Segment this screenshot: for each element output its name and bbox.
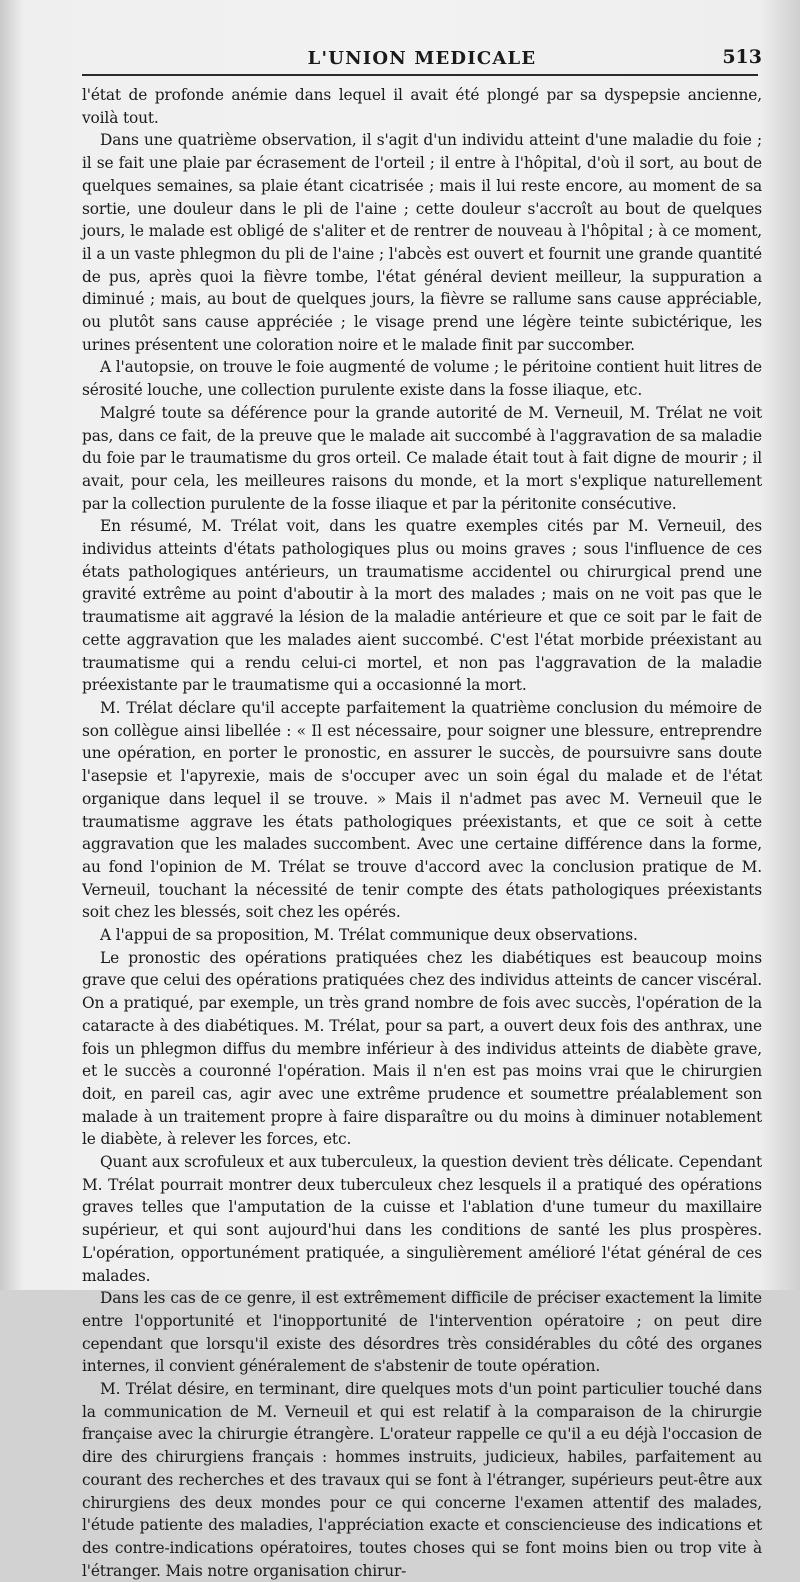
paragraph: Quant aux scrofuleux et aux tuberculeux, la question devient très délicate. Cependant M. Trélat pourrait montrer deux tuberculeux chez lesquels il a pratiqué des opérations graves telles que l'amputation de la cuisse et l'ablation d'une tumeur du maxillaire supérieur, et qui sont aujourd'hui dans les conditions de santé les plus prospères. L'opération, opportunément pratiquée, a singulièrement amélioré l'état général de ces malades.	[82, 1153, 762, 1285]
journal-title: L'UNION MEDICALE	[307, 48, 537, 69]
paragraph: M. Trélat désire, en terminant, dire quelques mots d'un point particulier touché dans la communication de M. Verneuil et qui est relatif à la comparaison de la chirurgie française avec la chirurgie étrangère. L'orateur rappelle ce qu'il a eu déjà l'occasion de dire des chirurgiens français : hommes instruits, judicieux, habiles, parfaitement au courant des recherches et des travaux qui se font à l'étranger, supérieurs peut-être aux chirurgiens des deux mondes pour ce qui concerne l'examen attentif des malades, l'étude patiente des maladies, l'appréciation exacte et consciencieuse des indications et des contre-indications opératoires, toutes choses qui se font moins bien ou trop vite à l'étranger. Mais notre organisation chirur-	[82, 1380, 762, 1580]
paragraph: Dans une quatrième observation, il s'agit d'un individu atteint d'une maladie du foie ; il se fait une plaie par écrasement de l'orteil ; il entre à l'hôpital, d'où il sort, au bout de quelques semaines, sa plaie étant cicatrisée ; mais il lui reste encore, au moment de sa sortie, une douleur dans le pli de l'aine ; cette douleur s'accroît au bout de quelques jours, le malade est obligé de s'aliter et de rentrer de nouveau à l'hôpital ; à ce moment, il a un vaste phlegmon du pli de l'aine ; l'abcès est ouvert et fournit une grande quantité de pus, après quoi la fièvre tombe, l'état général devient meilleur, la suppuration a diminué ; mais, au bout de quelques jours, la fièvre se rallume sans cause appréciable, ou plutôt sans cause appréciée ; le visage prend une légère teinte subictérique, les urines présentent une coloration noire et le malade finit par succomber.	[82, 131, 762, 354]
paragraph: A l'appui de sa proposition, M. Trélat communique deux observations.	[100, 926, 638, 945]
running-head	[82, 40, 762, 74]
paragraph: Dans les cas de ce genre, il est extrêmement difficile de préciser exactement la limite entre l'opportunité et l'inopportunité de l'intervention opératoire ; on peut dire cependant que lorsqu'il existe des désordres très considérables du côté des organes internes, il convient généralement de s'abstenir de toute opération.	[82, 1289, 762, 1376]
paragraph: Le pronostic des opérations pratiquées chez les diabétiques est beaucoup moins grave que celui des opérations pratiquées chez des individus atteints de cancer viscéral. On a pratiqué, par exemple, un très grand nombre de fois avec succès, l'opération de la cataracte à des diabétiques. M. Trélat, pour sa part, a ouvert deux fois des anthrax, une fois un phlegmon diffus du membre inférieur à des individus atteints de diabète grave, et le succès a couronné l'opération. Mais il n'en est pas moins vrai que le chirurgien doit, en pareil cas, agir avec une extrême prudence et soumettre préalablement son malade à un traitement propre à faire disparaître ou du moins à diminuer notablement le diabète, à relever les forces, etc.	[82, 948, 762, 1149]
body-text	[82, 84, 762, 1582]
header-rule	[82, 74, 758, 76]
paragraph: l'état de profonde anémie dans lequel il avait été plongé par sa dyspepsie ancienne, voilà tout.	[82, 86, 762, 127]
paragraph: Malgré toute sa déférence pour la grande autorité de M. Verneuil, M. Trélat ne voit pas, dans ce fait, de la preuve que le malade ait succombé à l'aggravation de sa maladie du foie par le traumatisme du gros orteil. Ce malade était tout à fait digne de mourir ; il avait, pour cela, les meilleures raisons du monde, et la mort s'explique naturellement par la collection purulente de la fosse iliaque et par la péritonite consécutive.	[82, 403, 762, 513]
page-number: 513	[722, 46, 762, 68]
paragraph: M. Trélat déclare qu'il accepte parfaitement la quatrième conclusion du mémoire de son collègue ainsi libellée : « Il est nécessaire, pour soigner une blessure, entreprendre une opération, en porter le pronostic, en assurer le succès, de poursuivre sans doute l'asepsie et l'apyrexie, mais de s'occuper avec un soin égal du malade et de l'état organique dans lequel il se trouve. » Mais il n'admet pas avec M. Verneuil que le traumatisme aggrave les états pathologiques préexistants, et que ce soit à cette aggravation que les malades succombent. Avec une certaine différence dans la forme, au fond l'opinion de M. Trélat se trouve d'accord avec la conclusion pratique de M. Verneuil, touchant la nécessité de tenir compte des états pathologiques préexistants soit chez les blessés, soit chez les opérés.	[82, 698, 762, 922]
paragraph: A l'autopsie, on trouve le foie augmenté de volume ; le péritoine contient huit litres de sérosité louche, une collection purulente existe dans la fosse iliaque, etc.	[82, 358, 762, 400]
paragraph: En résumé, M. Trélat voit, dans les quatre exemples cités par M. Verneuil, des individus atteints d'états pathologiques plus ou moins graves ; sous l'influence de ces états pathologiques antérieurs, un traumatisme accidentel ou chirurgical prend une gravité extrême au point d'aboutir à la mort des malades ; mais on ne voit pas que le traumatisme ait aggravé la lésion de la maladie antérieure et que ce soit par le fait de cette aggravation que les malades aient succombé. C'est l'état morbide préexistant au traumatisme qui a rendu celui-ci mortel, et non pas l'aggravation de la maladie préexistante par le traumatisme qui a occasionné la mort.	[82, 517, 762, 695]
